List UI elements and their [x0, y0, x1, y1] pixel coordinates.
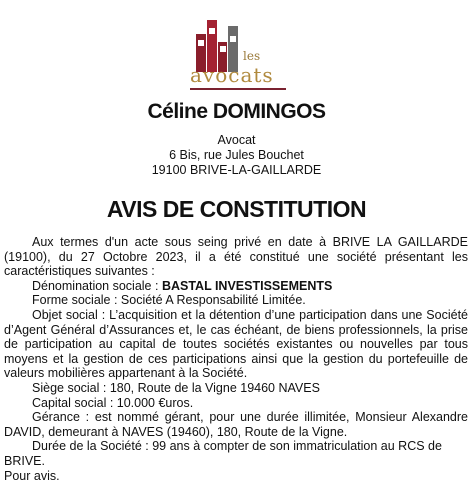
- gerance-paragraph: Gérance : est nommé gérant, pour une durée illimitée, Monsieur Alexandre DAVID, demeurant à NAVES (19460), 180, Route de la Vigne.: [4, 410, 468, 439]
- duree-line: Durée de la Société : 99 ans à compter de son immatriculation au RCS de BRIVE.: [4, 439, 468, 468]
- logo-underline: [190, 88, 286, 90]
- les-avocats-logo: [190, 8, 290, 90]
- siege-line: Siège social : 180, Route de la Vigne 19460 NAVES: [4, 381, 468, 396]
- address-line-1: 6 Bis, rue Jules Bouchet: [0, 148, 473, 162]
- lawyer-name: Céline DOMINGOS: [0, 100, 473, 124]
- capital-line: Capital social : 10.000 €uros.: [4, 396, 468, 411]
- notice-title: AVIS DE CONSTITUTION: [0, 196, 473, 223]
- denomination-label: Dénomination sociale :: [32, 279, 162, 293]
- intro-paragraph: Aux termes d'un acte sous seing privé en date à BRIVE LA GAILLARDE (19100), du 27 Octobre 2023, il a été constitué une société présentant les caractéristiques suivantes :: [4, 235, 468, 279]
- notice-body: [4, 235, 468, 483]
- denomination-line: [4, 279, 468, 294]
- forme-line: Forme sociale : Société A Responsabilité Limitée.: [4, 293, 468, 308]
- lawyer-title: Avocat: [0, 133, 473, 147]
- logo-window-4: [230, 36, 236, 42]
- address-line-2: 19100 BRIVE-LA-GAILLARDE: [0, 163, 473, 177]
- logo-window-2: [209, 28, 215, 34]
- logo-large-text: avocats: [190, 63, 274, 87]
- closing-line: Pour avis.: [4, 469, 468, 483]
- logo-window-1: [198, 40, 204, 46]
- denomination-value: BASTAL INVESTISSEMENTS: [162, 279, 332, 293]
- logo-small-text: les: [243, 49, 260, 63]
- logo-window-3: [220, 46, 226, 52]
- objet-paragraph: Objet social : L’acquisition et la détention d’une participation dans une Société d’Agent Général d’Assurances et, le cas échéant, de biens professionnels, la prise de participation au capital de toutes sociétés existantes ou nouvelles par tous moyens et la gestion de ces participations ainsi que la gestion du portefeuille de valeurs mobilières appartenant à la Société.: [4, 308, 468, 381]
